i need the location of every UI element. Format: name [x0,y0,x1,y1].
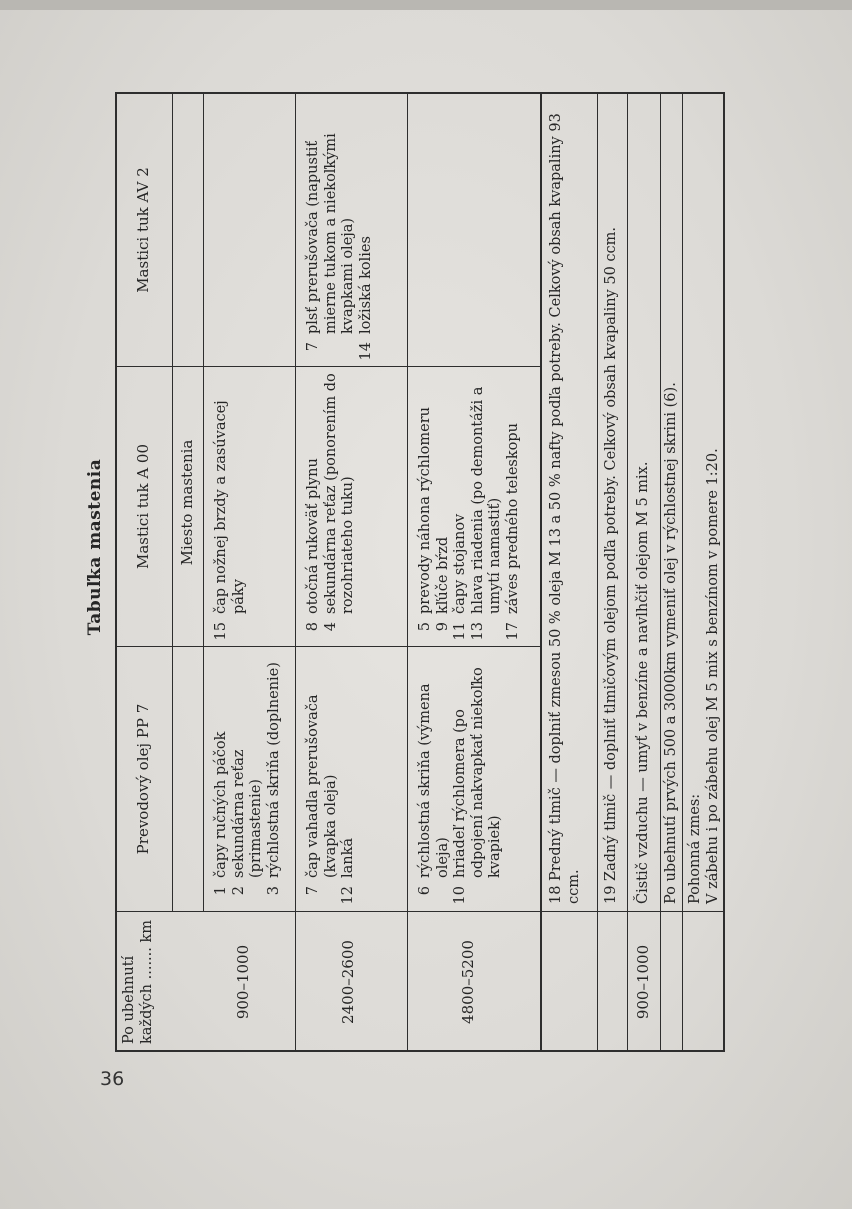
scan-edge [0,0,852,10]
row-km: 2400–2600 [339,940,357,1024]
table-title: Tabuľka mastenia [85,458,105,636]
note-air-filter: Čistič vzduchu — umyť v benzíne a navlhčiť olejom M 5 mix. [635,461,651,904]
row-col1 [305,651,358,906]
hline-subheader [203,94,204,911]
note-rear-damper: 19 Zadný tlmič — doplniť tlmičovým olejom podľa potreby. Celkový obsah kvapaliny 50 ccm. [603,226,619,904]
border-top [115,92,117,1052]
note-fuel-mix: Pohonná zmes: V zábehu i po zábehu olej M 5 mix s benzínom v pomere 1:20. [687,448,721,904]
list-item: 2 sekundárna reťaz (primastenie) [230,749,264,896]
row-km: 900–1000 [234,944,252,1020]
list-item: 12 lanká [340,837,356,905]
hline-note4 [682,92,683,1052]
border-right [115,92,725,94]
list-item: 11 čapy stojanov [452,513,468,641]
hline-header [172,94,173,911]
header-interval: Po ubehnutí každých ....... km [121,919,155,1044]
note-front-damper: 18 Predný tlmič — doplniť zmesou 50 % oleja M 13 a 50 % nafty podľa potreby. Celkový obsah kvapaliny 93 ccm. [548,113,582,904]
list-item: 7 čap vahadla prerušovača (kvapka oleja) [305,694,339,896]
row-col3 [305,100,375,362]
border-left [115,1050,725,1052]
hline-note2 [627,92,628,1052]
list-item: 3 rýchlostná skriňa (doplnenie) [265,662,282,896]
list-item: 9 kľúče bŕzd [434,536,451,632]
row-col1 [213,651,283,906]
list-item: 6 rýchlostná skriňa (výmena oleja) [417,683,451,896]
note-km: 900–1000 [634,944,652,1020]
list-item: 13 hlava riadenia (po demontáži a umytí namastiť) [469,386,503,641]
list-item: 10 hriadeľ rýchlomera (po odpojení nakvapkať niekoľko kvapiek) [452,667,503,905]
list-item: 1 čapy ručných páčok [213,731,229,896]
header-lubricant-1: Prevodový olej PP 7 [134,703,152,855]
header-place: Miesto mastenia [178,439,196,566]
row-col1 [417,651,505,906]
note-oil-change: Po ubehnutí prvých 500 a 3000km vymeniť olej v rýchlostnej skrini (6). [663,382,679,904]
list-item: 7 plsť prerušovača (napustiť mierne tukom a niekoľkými kvapkami oleja) [305,133,356,352]
list-item: 4 sekundárna reťaz (ponorením do rozohriateho tuku) [322,373,356,632]
row-col2 [305,372,358,642]
border-bottom [723,92,725,1052]
hline-note1 [597,92,598,1052]
list-item: 17 záves predného teleskopu [504,423,521,641]
list-item: 14 ložiská kolies [357,236,374,361]
vline-notes [541,911,725,912]
hline-row3 [540,92,542,1052]
hline-row2 [407,92,408,1052]
row-col2 [213,372,248,642]
row-km: 4800–5200 [459,940,477,1024]
rotated-table-block [85,92,725,1052]
hline-note3 [660,92,661,1052]
list-item: 5 prevody náhona rýchlomeru [417,407,433,632]
lubrication-table [115,92,725,1052]
page-number: 36 [100,1068,125,1090]
row-col2 [417,372,522,642]
list-item: 15 čap nožnej brzdy a zasúvacej páky [213,400,247,641]
header-lubricant-2: Mastici tuk A 00 [134,443,152,570]
hline-row1 [295,92,296,1052]
list-item: 8 otočná rukoväť plynu [305,458,321,632]
header-lubricant-3: Mastici tuk AV 2 [134,167,152,293]
